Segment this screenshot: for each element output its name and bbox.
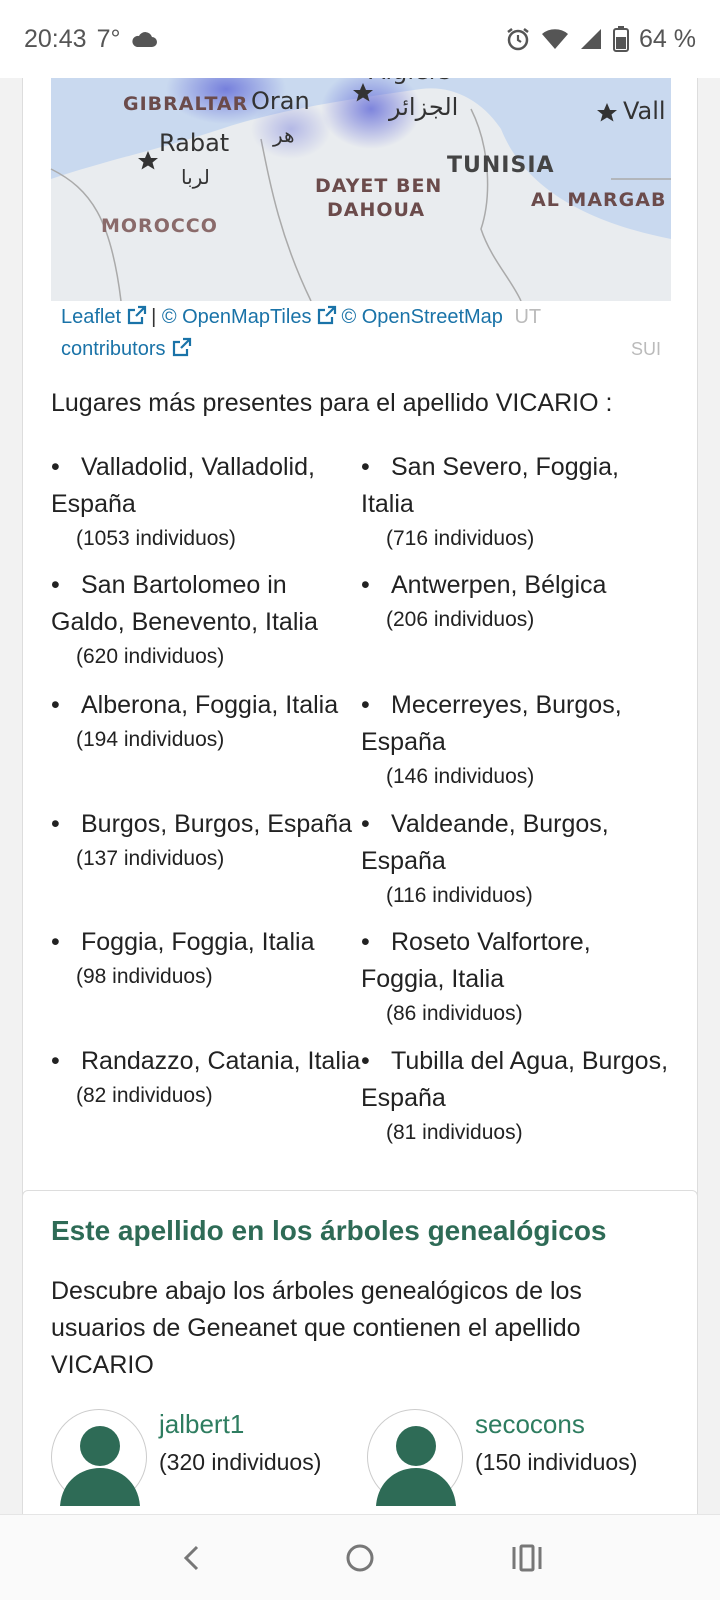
openmaptiles-link[interactable]: © OpenMapTiles: [161, 306, 312, 328]
home-circle-icon: [344, 1542, 376, 1574]
trees-description: Descubre abajo los árboles genealógicos de los usuarios de Geneanet que contienen el apellido VICARIO: [51, 1277, 582, 1379]
page-content[interactable]: [0, 78, 720, 1514]
place-item[interactable]: • Foggia, Foggia, Italia (98 individuos): [51, 924, 361, 993]
user-silhouette-icon: [368, 1410, 464, 1506]
battery-icon: [613, 26, 629, 52]
avatar[interactable]: [51, 1409, 147, 1505]
place-name: Roseto Valfortore, Foggia, Italia: [361, 928, 591, 993]
external-link-icon: [317, 305, 337, 325]
place-name: Alberona, Foggia, Italia: [81, 691, 339, 719]
place-name: Burgos, Burgos, España: [81, 810, 352, 838]
map-label-dahoua: DAHOUA: [327, 199, 426, 221]
map-label-oran-ar: هر: [273, 123, 295, 147]
place-item[interactable]: • Burgos, Burgos, España (137 individuos): [51, 806, 361, 875]
battery-level: 64 %: [639, 24, 696, 53]
alarm-icon: [505, 26, 531, 52]
map-label-al-margab: AL MARGAB: [531, 189, 667, 211]
surname-map[interactable]: [51, 69, 671, 301]
place-name: Tubilla del Agua, Burgos, España: [361, 1047, 669, 1112]
map-label-gibraltar: GIBRALTAR: [123, 93, 249, 115]
place-count: (716 individuos): [386, 527, 535, 550]
recents-icon: [511, 1543, 543, 1573]
place-item[interactable]: • Tubilla del Agua, Burgos, España (81 individuos): [361, 1043, 671, 1149]
place-count: (146 individuos): [386, 765, 535, 788]
avatar[interactable]: [367, 1409, 463, 1505]
map-label-sui: SUI: [630, 339, 661, 359]
place-item[interactable]: • Alberona, Foggia, Italia (194 individuos): [51, 687, 361, 756]
back-chevron-icon: [178, 1543, 208, 1573]
place-count: (98 individuos): [76, 965, 213, 988]
places-heading: Lugares más presentes para el apellido VICARIO :: [51, 389, 613, 417]
place-count: (86 individuos): [386, 1002, 523, 1025]
place-item[interactable]: • Valladolid, Valladolid, España (1053 individuos): [51, 449, 361, 555]
place-name: Antwerpen, Bélgica: [391, 571, 607, 599]
temperature: 7°: [96, 24, 121, 53]
place-count: (206 individuos): [386, 608, 535, 631]
signal-icon: [579, 27, 603, 51]
place-count: (137 individuos): [76, 847, 225, 870]
leaflet-link[interactable]: Leaflet: [61, 306, 122, 328]
place-item[interactable]: • Roseto Valfortore, Foggia, Italia (86 individuos): [361, 924, 671, 1030]
place-count: (194 individuos): [76, 728, 225, 751]
clock: 20:43: [24, 24, 87, 53]
place-name: Mecerreyes, Burgos, España: [361, 691, 622, 756]
place-name: Foggia, Foggia, Italia: [81, 928, 315, 956]
map-label-rabat-ar: لربا: [181, 165, 210, 189]
place-item[interactable]: • Antwerpen, Bélgica (206 individuos): [361, 567, 671, 636]
place-item[interactable]: • San Severo, Foggia, Italia (716 individuos): [361, 449, 671, 555]
map-label-morocco: MOROCCO: [101, 215, 218, 237]
place-count: (620 individuos): [76, 645, 225, 668]
external-link-icon: [127, 305, 147, 325]
user-silhouette-icon: [52, 1410, 148, 1506]
contributors-link[interactable]: contributors: [61, 338, 166, 360]
map-label-oran: Oran: [251, 87, 310, 115]
user-name-link[interactable]: secocons: [475, 1409, 585, 1439]
trees-title: Este apellido en los árboles genealógicos: [51, 1215, 607, 1246]
attribution-separator: |: [151, 306, 157, 328]
map-label-rabat: Rabat: [159, 129, 230, 157]
map-label-sut: UT: [514, 306, 542, 328]
user-name-link[interactable]: jalbert1: [159, 1409, 245, 1439]
place-item[interactable]: • Randazzo, Catania, Italia (82 individuos): [51, 1043, 361, 1112]
recents-button[interactable]: [497, 1528, 557, 1588]
openstreetmap-link[interactable]: © OpenStreetMap: [341, 306, 503, 328]
place-count: (81 individuos): [386, 1121, 523, 1144]
user-count: (150 individuos): [475, 1449, 638, 1475]
place-item[interactable]: • San Bartolomeo in Galdo, Benevento, Italia (620 individuos): [51, 567, 361, 673]
map-label-dayet: DAYET BEN: [315, 175, 443, 197]
place-count: (1053 individuos): [76, 527, 236, 550]
home-button[interactable]: [330, 1528, 390, 1588]
trees-card: [22, 1190, 698, 1550]
place-name: Valladolid, Valladolid, España: [51, 453, 315, 518]
status-bar: [0, 0, 720, 78]
place-name: San Bartolomeo in Galdo, Benevento, Italia: [51, 571, 318, 636]
wifi-icon: [541, 27, 569, 51]
navigation-bar: [0, 1514, 720, 1600]
map-label-vall: Vall: [623, 97, 666, 125]
place-count: (82 individuos): [76, 1084, 213, 1107]
place-name: Valdeande, Burgos, España: [361, 810, 609, 875]
map-label-tunisia: TUNISIA: [447, 153, 555, 178]
places-card: [22, 68, 698, 1212]
place-name: San Severo, Foggia, Italia: [361, 453, 619, 518]
place-name: Randazzo, Catania, Italia: [81, 1047, 361, 1075]
cloud-icon: [130, 29, 158, 49]
place-item[interactable]: • Valdeande, Burgos, España (116 individuos): [361, 806, 671, 912]
place-count: (116 individuos): [386, 884, 533, 907]
map-attribution: [51, 301, 671, 365]
external-link-icon: [172, 337, 192, 357]
back-button[interactable]: [163, 1528, 223, 1588]
place-item[interactable]: • Mecerreyes, Burgos, España (146 individuos): [361, 687, 671, 793]
map-label-algiers-ar: الجزائر: [389, 93, 459, 121]
user-count: (320 individuos): [159, 1449, 322, 1475]
